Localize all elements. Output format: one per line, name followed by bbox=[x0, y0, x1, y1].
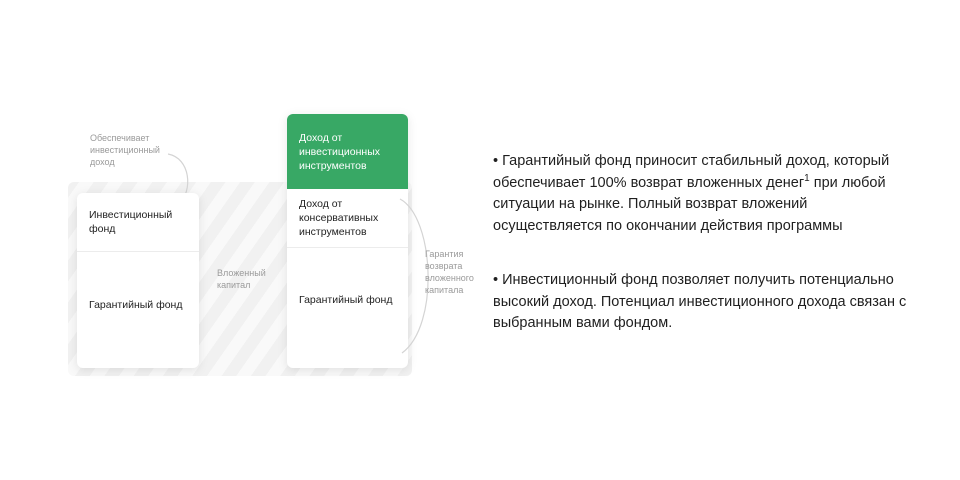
left-card bbox=[77, 193, 199, 368]
guarantee-fund-text: • Гарантийный фонд приносит стабильный доход, который обеспечивает 100% возврат вложенных денег bbox=[493, 153, 890, 191]
right-card bbox=[287, 114, 408, 368]
investment-fund-paragraph bbox=[493, 270, 913, 335]
right-card-conservative-income: Доход от консервативных инструментов bbox=[299, 198, 379, 238]
right-note: Гарантия возврата вложенного капитала bbox=[425, 249, 474, 295]
right-card-guarantee-fund: Гарантийный фонд bbox=[299, 294, 393, 306]
investment-fund-text: • Инвестиционный фонд позволяет получить потенциально высокий доход. Потенциал инвестиционного дохода связан с выбранным вами фондом. bbox=[493, 272, 907, 331]
left-card-investment-fund: Инвестиционный фонд bbox=[89, 209, 173, 235]
middle-note: Вложенный капитал bbox=[217, 268, 266, 290]
left-card-guarantee-fund: Гарантийный фонд bbox=[89, 299, 183, 311]
guarantee-fund-text-continued: при любой ситуации на рынке. Полный возврат вложений осуществляется по окончании действия программы bbox=[493, 174, 886, 234]
guarantee-fund-paragraph bbox=[493, 151, 913, 237]
left-note: Обеспечивает инвестиционный доход bbox=[90, 133, 160, 167]
right-card-investment-income: Доход от инвестиционных инструментов bbox=[287, 114, 408, 189]
footnote-marker: 1 bbox=[804, 172, 810, 184]
